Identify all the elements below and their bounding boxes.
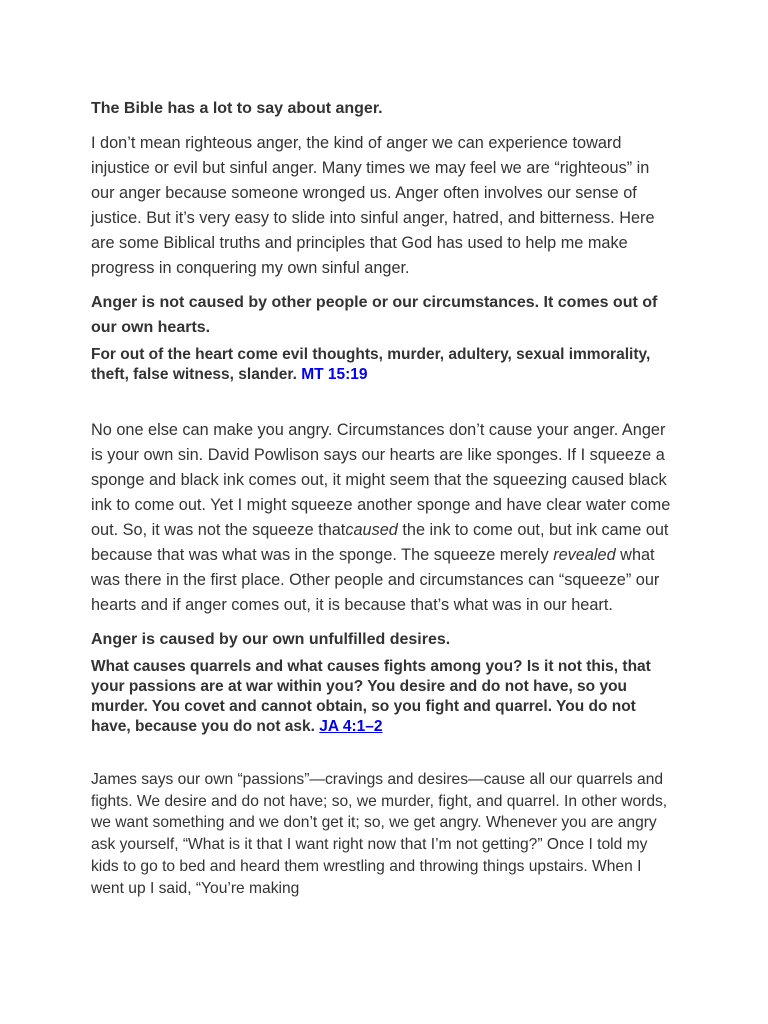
point-heading-hearts: Anger is not caused by other people or our circumstances. It comes out of our own hearts. (91, 294, 658, 336)
sponge-text-c: what was there in the first place. Other people and circumstances can “squeeze” our hearts and if anger comes out, it is because that’s what was in our heart. (91, 546, 660, 614)
scripture-quote-mt (91, 345, 676, 385)
scripture-quote-ja (91, 657, 676, 737)
sponge-emphasis-revealed: revealed (553, 546, 616, 564)
point-heading-desires: Anger is caused by our own unfulfilled desires. (91, 631, 451, 648)
sponge-text-a: No one else can make you angry. Circumstances don’t cause your anger. Anger is your own sin. David Powlison says our hearts are like sponges. If I squeeze a sponge and black ink comes out, it might seem that the squeezing caused black ink to come out. Yet I might squeeze another sponge and have clear water come out. So, it was not the squeeze that (91, 421, 671, 539)
scripture-text-mt: For out of the heart come evil thoughts, murder, adultery, sexual immorality, theft, false witness, slander. (91, 346, 651, 383)
intro-paragraph: I don’t mean righteous anger, the kind of anger we can experience toward injustice or evil but sinful anger. Many times we may feel we are “righteous” in our anger because someone wronged us. Anger often involves our sense of justice. But it’s very easy to slide into sinful anger, hatred, and bitterness. Here are some Biblical truths and principles that God has used to help me make progress in conquering my own sinful anger. (91, 134, 655, 277)
scripture-ref-link-mt[interactable]: MT 15:19 (301, 366, 368, 383)
intro-heading: The Bible has a lot to say about anger. (91, 100, 383, 117)
scripture-ref-link-ja[interactable]: JA 4:1–2 (319, 718, 383, 735)
james-paragraph: James says our own “passions”—cravings and desires—cause all our quarrels and fights. We desire and do not have; so, we murder, fight, and quarrel. In other words, we want something and we don’t get it; so, we get angry. Whenever you are angry ask yourself, “What is it that I want right now that I’m not getting?” Once I told my kids to go to bed and heard them wrestling and throwing things upstairs. When I went up I said, “You’re making (91, 771, 668, 897)
sponge-emphasis-caused: caused (345, 521, 398, 539)
article (91, 96, 676, 899)
sponge-text-b: the ink to come out, but ink came out because that was what was in the sponge. The squeeze merely (91, 521, 669, 564)
sponge-paragraph (91, 418, 676, 618)
scripture-text-ja: What causes quarrels and what causes fights among you? Is it not this, that your passions are at war within you? You desire and do not have, so you murder. You covet and cannot obtain, so you fight and quarrel. You do not have, because you do not ask. (91, 658, 651, 735)
